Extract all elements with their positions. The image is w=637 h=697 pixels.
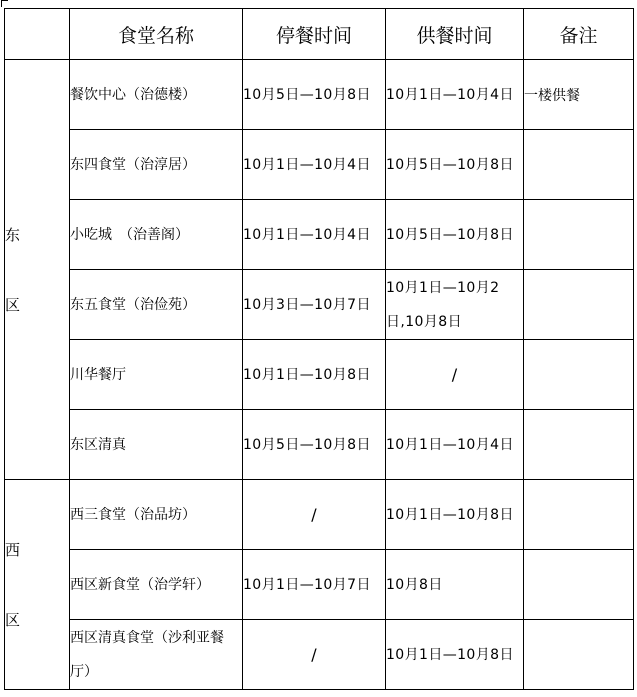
canteen-name: 西区新食堂（治学轩） xyxy=(70,550,243,620)
note xyxy=(524,550,634,620)
table-row xyxy=(5,200,634,270)
header-row xyxy=(5,9,634,60)
open-time: 10月1日—10月8日 xyxy=(386,620,524,690)
canteen-name: 西三食堂（治品坊） xyxy=(70,480,243,550)
table-row xyxy=(5,340,634,410)
table-row xyxy=(5,130,634,200)
region-west-line1: 西 xyxy=(5,540,21,559)
open-time: 10月5日—10月8日 xyxy=(386,130,524,200)
closed-time: 10月1日—10月4日 xyxy=(243,130,386,200)
canteen-schedule-table xyxy=(4,8,634,690)
canteen-name: 西区清真食堂（沙利亚餐厅） xyxy=(70,620,243,690)
open-time: / xyxy=(386,340,524,410)
region-west-line2: 区 xyxy=(5,610,21,629)
table-row xyxy=(5,410,634,480)
region-east xyxy=(5,60,70,480)
closed-time: 10月5日—10月8日 xyxy=(243,410,386,480)
open-time: 10月1日—10月2日,10月8日 xyxy=(386,270,524,340)
open-time: 10月5日—10月8日 xyxy=(386,200,524,270)
canteen-name: 东区清真 xyxy=(70,410,243,480)
canteen-name: 餐饮中心（治德楼） xyxy=(70,60,243,130)
closed-time: 10月1日—10月7日 xyxy=(243,550,386,620)
open-time: 10月1日—10月4日 xyxy=(386,410,524,480)
note xyxy=(524,620,634,690)
table-row xyxy=(5,60,634,130)
closed-time: 10月1日—10月4日 xyxy=(243,200,386,270)
table-row xyxy=(5,550,634,620)
region-east-line1: 东 xyxy=(5,225,21,244)
table-row xyxy=(5,620,634,690)
closed-time: 10月1日—10月8日 xyxy=(243,340,386,410)
open-time: 10月8日 xyxy=(386,550,524,620)
note xyxy=(524,200,634,270)
header-open-time: 供餐时间 xyxy=(386,9,524,60)
open-time: 10月1日—10月8日 xyxy=(386,480,524,550)
open-time: 10月1日—10月4日 xyxy=(386,60,524,130)
note xyxy=(524,340,634,410)
corner-mark xyxy=(1,0,8,7)
closed-time: 10月3日—10月7日 xyxy=(243,270,386,340)
header-closed-time: 停餐时间 xyxy=(243,9,386,60)
header-note: 备注 xyxy=(524,9,634,60)
region-west xyxy=(5,480,70,690)
canteen-name: 东五食堂（治俭苑） xyxy=(70,270,243,340)
note: 一楼供餐 xyxy=(524,60,634,130)
canteen-name: 东四食堂（治淳居） xyxy=(70,130,243,200)
note xyxy=(524,480,634,550)
note xyxy=(524,410,634,480)
header-region xyxy=(5,9,70,60)
table-row xyxy=(5,270,634,340)
region-east-line2: 区 xyxy=(5,295,21,314)
note xyxy=(524,130,634,200)
closed-time: 10月5日—10月8日 xyxy=(243,60,386,130)
closed-time: / xyxy=(243,620,386,690)
table-row xyxy=(5,480,634,550)
canteen-name: 川华餐厅 xyxy=(70,340,243,410)
header-canteen-name: 食堂名称 xyxy=(70,9,243,60)
canteen-name: 小吃城 （治善阁） xyxy=(70,200,243,270)
note xyxy=(524,270,634,340)
closed-time: / xyxy=(243,480,386,550)
